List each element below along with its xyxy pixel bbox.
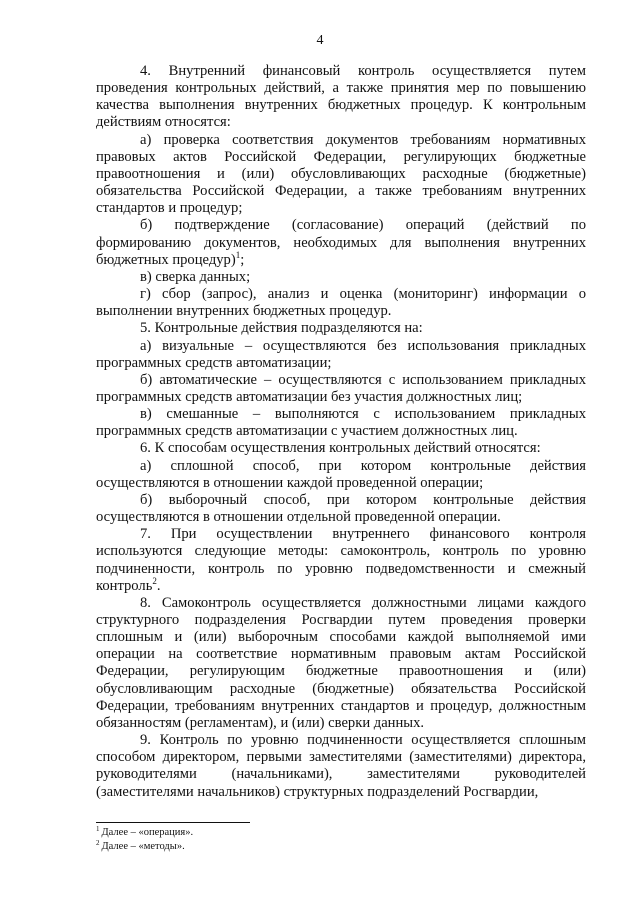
paragraph-5: 5. Контрольные действия подразделяются на: — [140, 320, 423, 337]
paragraph-6b: б) выборочный способ, при котором контрольные действия осуществляются в отношении отдельной проведенной операции. — [96, 491, 586, 526]
paragraph-4b: б) подтверждение (согласование) операций (действий по формированию документов, необходимых для выполнения внутренних бюджетных процедур)$^1$; — [96, 217, 586, 268]
paragraph-4a: а) проверка соответствия документов требованиям нормативных правовых актов Российской Федерации, регулирующих бюджетные правоотношения и (или) обусловливающих расходные (бюджетные) обязательства Российской Федерации, а также требованиям внутренних стандартов и процедур; — [96, 131, 586, 217]
paragraph-4v: в) сверка данных; — [140, 268, 251, 285]
footnote-ref-1: 1 — [235, 249, 241, 260]
footnotes — [96, 826, 586, 854]
paragraph-5a: а) визуальные – осуществляются без использования прикладных программных средств автоматизации; — [96, 337, 586, 371]
document-body — [96, 63, 586, 801]
paragraph-4g: г) сбор (запрос), анализ и оценка (мониторинг) информации о выполнении внутренних бюджетных процедур. — [96, 286, 586, 320]
paragraph-7: 7. При осуществлении внутреннего финансового контроля используются следующие методы: самоконтроль, контроль по уровню подчиненности, контроль по уровню подведомственности и смежный контроль$^2$. — [96, 526, 586, 594]
paragraph-8: 8. Самоконтроль осуществляется должностными лицами каждого структурного подразделения Росгвардии путем проведения проверки сплошным и (или) выборочным способами каждой выполняемой ими операции на соответствие нормативным правовым актам Российской Федерации, регулирующим бюджетные правоотношения и (или) обусловливающим расходные (бюджетные) обязательства Российской Федерации, требованиям внутренних стандартов и процедур, должностным обязанностям (регламентам), и (или) сверки данных. — [96, 594, 586, 731]
footnote-ref-2: 2 — [152, 575, 157, 586]
footnote-2: $^2$ Далее – «методы». — [96, 838, 185, 852]
footnote-1: $^1$ Далее – «операция». — [96, 824, 194, 838]
paragraph-6a: а) сплошной способ, при котором контрольные действия осуществляются в отношении каждой проведенной операции; — [96, 457, 586, 491]
paragraph-5v: в) смешанные – выполняются с использованием прикладных программных средств автоматизации с участием должностных лиц. — [96, 406, 586, 440]
paragraph-9: 9. Контроль по уровню подчиненности осуществляется сплошным способом директором, первыми заместителями (заместителями) директора, руководителями (начальниками), заместителями руководителей (заместителями начальников) структурных подразделений Росгвардии, — [96, 732, 586, 800]
paragraph-6: 6. К способам осуществления контрольных действий относятся: — [140, 440, 541, 457]
page-number: 4 — [316, 33, 324, 48]
paragraph-5b: б) автоматические – осуществляются с использованием прикладных программных средств автоматизации без участия должностных лиц; — [96, 371, 586, 405]
paragraph-4: 4. Внутренний финансовый контроль осуществляется путем проведения контрольных действий, а также принятия мер по повышению качества выполнения внутренних бюджетных процедур. К контрольным действиям относятся: — [96, 63, 586, 131]
footnote-divider — [96, 822, 250, 823]
